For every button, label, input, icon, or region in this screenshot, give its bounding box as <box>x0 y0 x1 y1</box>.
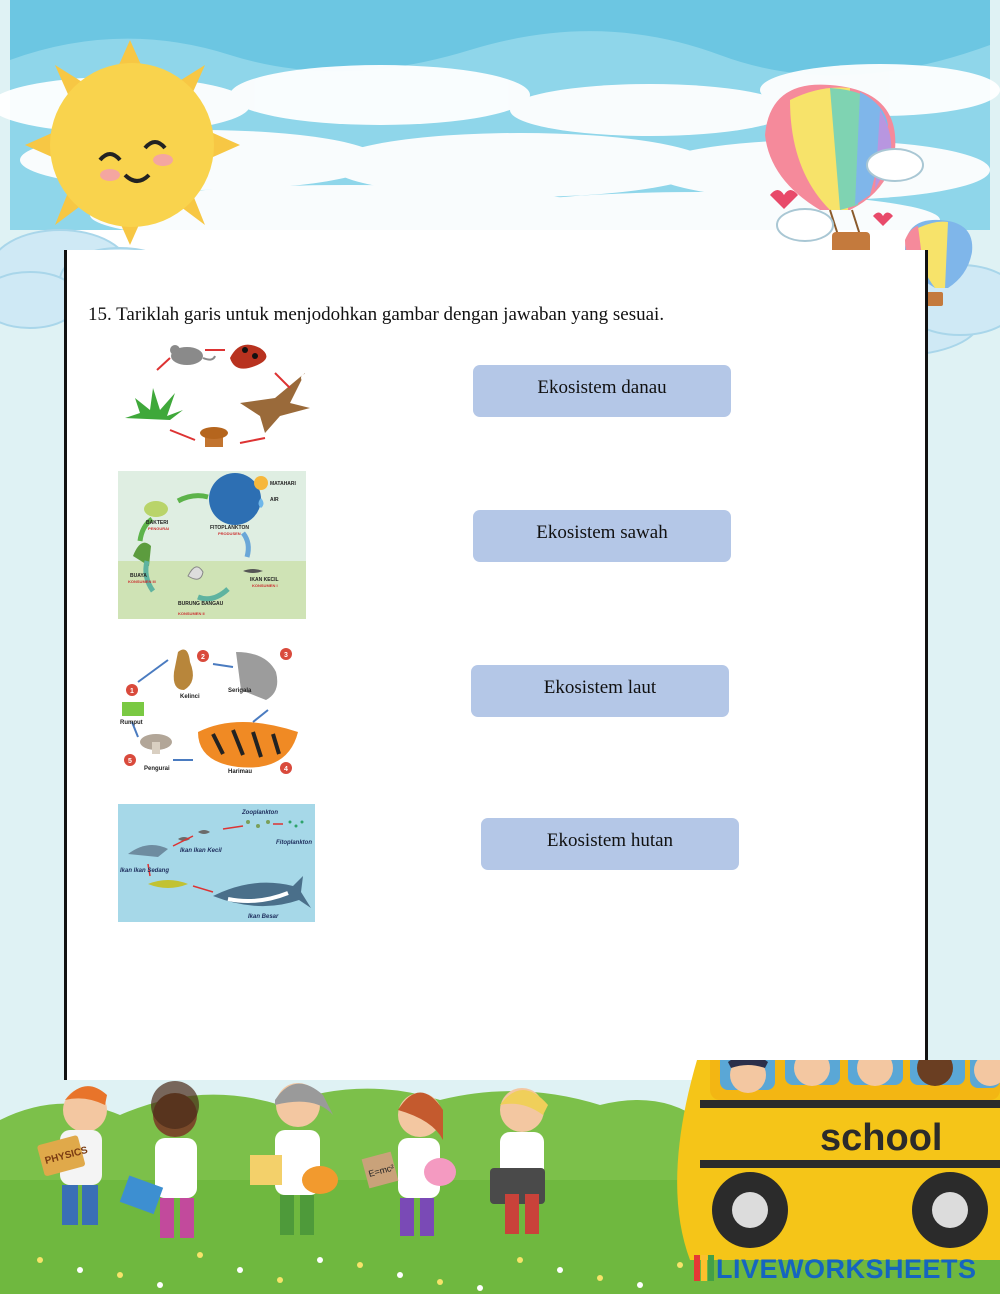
svg-text:5: 5 <box>128 758 132 765</box>
answer-option-danau[interactable]: Ekosistem danau <box>473 365 731 417</box>
question-text: 15. Tariklah garis untuk menjodohkan gambar dengan jawaban yang sesuai. <box>88 304 665 325</box>
svg-text:Kelinci: Kelinci <box>180 694 200 700</box>
svg-text:AIR: AIR <box>270 497 279 503</box>
svg-text:BAKTERI: BAKTERI <box>146 520 169 526</box>
svg-text:Serigala: Serigala <box>228 688 252 694</box>
school-bus-icon <box>677 1060 1000 1260</box>
answer-option-laut[interactable]: Ekosistem laut <box>471 665 729 717</box>
bacteria-icon <box>144 501 168 517</box>
svg-text:PENGURAI: PENGURAI <box>148 526 170 531</box>
svg-text:KONSUMEN II: KONSUMEN II <box>178 611 205 616</box>
svg-text:3: 3 <box>284 652 288 659</box>
svg-text:school: school <box>820 1117 943 1159</box>
svg-text:1: 1 <box>130 688 134 695</box>
svg-text:KONSUMEN III: KONSUMEN III <box>128 579 156 584</box>
svg-text:BURUNG BANGAU: BURUNG BANGAU <box>178 601 224 607</box>
sun-small-icon <box>254 476 268 490</box>
answer-option-hutan[interactable]: Ekosistem hutan <box>481 818 739 870</box>
answer-option-sawah[interactable]: Ekosistem sawah <box>473 510 731 562</box>
svg-text:Ikan Ikan Sedang: Ikan Ikan Sedang <box>120 868 170 874</box>
svg-text:Fitoplankton: Fitoplankton <box>276 840 312 846</box>
svg-text:BUAYA: BUAYA <box>130 573 147 579</box>
food-chain-image-1[interactable] <box>115 338 315 456</box>
svg-text:2: 2 <box>201 654 205 661</box>
food-chain-image-2[interactable] <box>118 471 306 619</box>
grass-icon <box>122 702 144 716</box>
svg-text:KONSUMEN I: KONSUMEN I <box>252 583 278 588</box>
svg-text:MATAHARI: MATAHARI <box>270 481 296 487</box>
phytoplankton-icon <box>209 473 261 525</box>
liveworksheets-logo-icon <box>694 1255 714 1281</box>
food-chain-image-3[interactable] <box>118 642 306 784</box>
liveworksheets-logo[interactable] <box>694 1254 977 1285</box>
svg-text:IKAN KECIL: IKAN KECIL <box>250 577 279 583</box>
svg-text:Pengurai: Pengurai <box>144 766 170 772</box>
svg-text:E=mc²: E=mc² <box>367 1162 396 1179</box>
svg-text:4: 4 <box>284 766 288 773</box>
food-chain-image-4[interactable] <box>118 804 315 922</box>
liveworksheets-logo-text: LIVEWORKSHEETS <box>716 1254 977 1284</box>
svg-text:PHYSICS: PHYSICS <box>43 1144 90 1167</box>
svg-text:Ikan Besar: Ikan Besar <box>248 914 279 920</box>
svg-text:Harimau: Harimau <box>228 769 253 775</box>
svg-text:Rumput: Rumput <box>120 720 143 726</box>
svg-text:Zooplankton: Zooplankton <box>242 810 278 816</box>
svg-text:Ikan Ikan Kecil: Ikan Ikan Kecil <box>180 848 222 854</box>
svg-text:FITOPLANKTON: FITOPLANKTON <box>210 525 249 531</box>
svg-text:PRODUSEN: PRODUSEN <box>218 531 241 536</box>
